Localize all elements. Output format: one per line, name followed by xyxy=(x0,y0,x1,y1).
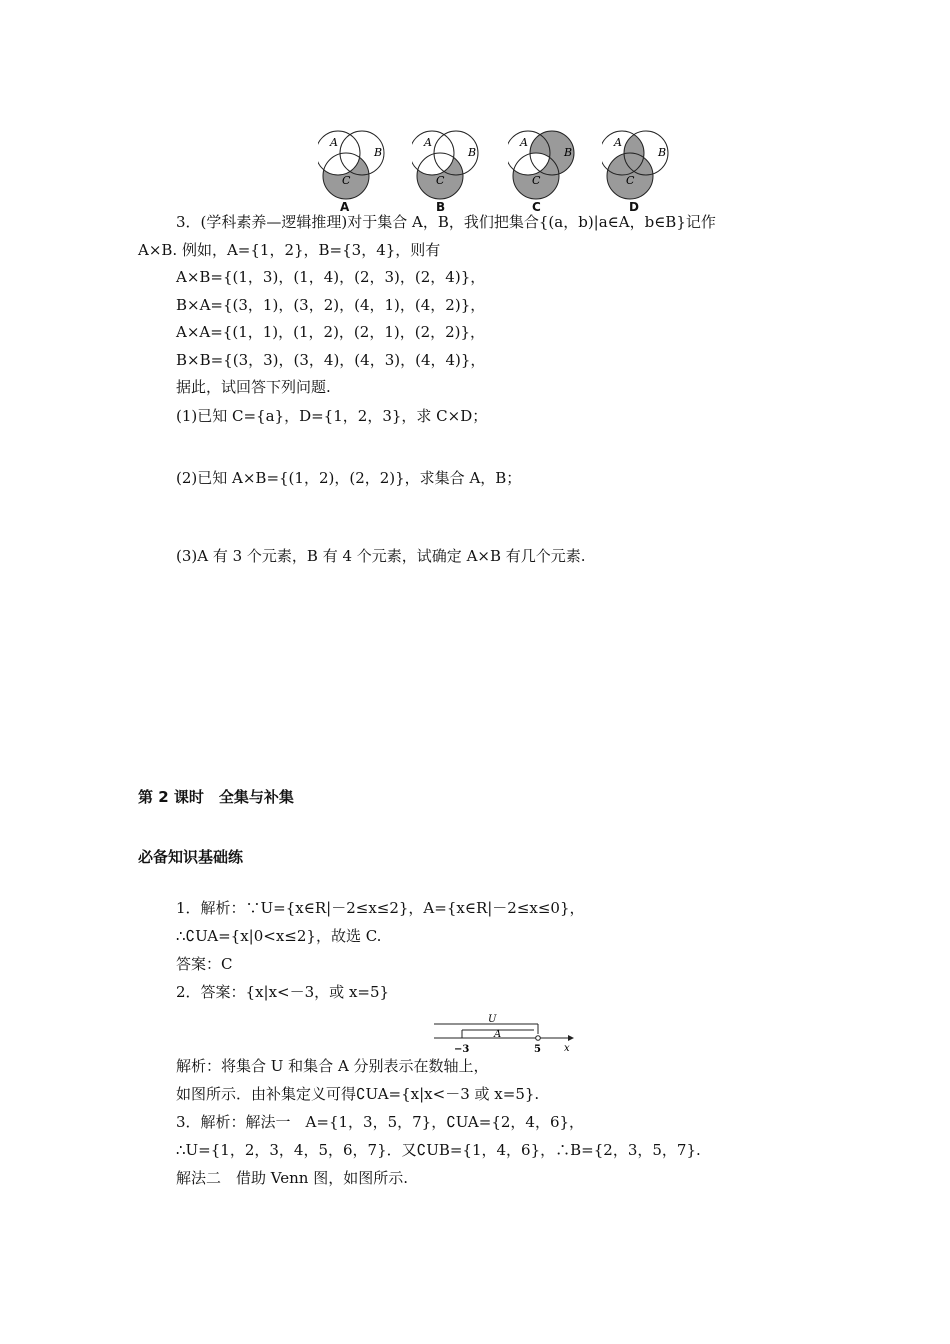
venn-option-c xyxy=(508,126,588,216)
number-line-svg xyxy=(434,1010,574,1056)
venn-option-b xyxy=(412,126,492,216)
option-label-a: A xyxy=(340,200,350,214)
venn-d-label-b: B xyxy=(658,146,667,159)
number-line-label-u: U xyxy=(488,1014,497,1025)
venn-b-label-a: A xyxy=(424,136,432,149)
answer3-line2: ∴U={1，2，3，4，5，6，7}．又∁UB={1，4，6}，∴B={2，3，5，7}. xyxy=(176,1141,701,1159)
venn-c-label-b: B xyxy=(564,146,573,159)
venn-d-label-a: A xyxy=(614,136,622,149)
venn-d-label-c: C xyxy=(626,174,635,187)
number-line-axis-label: x xyxy=(564,1043,570,1054)
number-line-tick-minus3: −3 xyxy=(454,1044,470,1055)
venn-diagram-d xyxy=(602,126,682,216)
answer2-line1: 2．答案：{x|x<－3，或 x=5} xyxy=(176,983,390,1001)
venn-b-label-c: C xyxy=(436,174,445,187)
venn-diagram-b xyxy=(412,126,492,216)
problem3-part3: (3)A 有 3 个元素，B 有 4 个元素，试确定 A×B 有几个元素. xyxy=(176,547,586,565)
number-line-figure xyxy=(434,1010,574,1056)
venn-a-label-b: B xyxy=(374,146,383,159)
problem3-line3: A×B={(1，3)，(1，4)，(2，3)，(2，4)}， xyxy=(176,268,486,286)
option-label-c: C xyxy=(532,200,541,214)
venn-diagram-options xyxy=(318,126,678,216)
answer2-line2: 解析：将集合 U 和集合 A 分别表示在数轴上， xyxy=(176,1057,489,1075)
answer1-line2: ∴∁UA={x|0<x≤2}，故选 C. xyxy=(176,927,382,945)
answer3-line1: 3．解析：解法一 A={1，3，5，7}，∁UA={2，4，6}， xyxy=(176,1113,585,1131)
option-label-d: D xyxy=(629,200,639,214)
answer1-line1: 1．解析：∵U={x∈R|－2≤x≤2}，A={x∈R|－2≤x≤0}， xyxy=(176,899,585,917)
venn-a-label-a: A xyxy=(330,136,338,149)
problem3-part2: (2)已知 A×B={(1，2)，(2，2)}，求集合 A，B； xyxy=(176,469,522,487)
problem3-line6: B×B={(3，3)，(3，4)，(4，3)，(4，4)}， xyxy=(176,351,486,369)
venn-a-label-c: C xyxy=(342,174,351,187)
answer3-line3: 解法二 借助 Venn 图，如图所示. xyxy=(176,1169,408,1187)
number-line-tick-5: 5 xyxy=(534,1044,541,1055)
problem3-line2: A×B. 例如，A={1，2}，B={3，4}，则有 xyxy=(138,241,441,259)
problem3-line1: 3．(学科素养—逻辑推理)对于集合 A，B，我们把集合{(a，b)|a∈A，b∈B}记作 xyxy=(176,213,716,231)
answer2-line3: 如图所示．由补集定义可得∁UA={x|x<－3 或 x=5}. xyxy=(176,1085,540,1103)
venn-c-label-a: A xyxy=(520,136,528,149)
answer1-line3: 答案：C xyxy=(176,955,233,973)
option-label-b: B xyxy=(436,200,446,214)
problem3-part1: (1)已知 C={a}，D={1，2，3}，求 C×D； xyxy=(176,407,488,425)
problem3-line7: 据此，试回答下列问题. xyxy=(176,378,331,396)
problem3-line4: B×A={(3，1)，(3，2)，(4，1)，(4，2)}， xyxy=(176,296,486,314)
venn-c-label-c: C xyxy=(532,174,541,187)
section-title: 必备知识基础练 xyxy=(138,848,244,866)
venn-diagram-a xyxy=(318,126,398,216)
lesson-title: 第 2 课时 全集与补集 xyxy=(138,788,294,806)
venn-option-a xyxy=(318,126,398,216)
venn-option-d xyxy=(602,126,682,216)
venn-diagram-c xyxy=(508,126,588,216)
number-line-label-a: A xyxy=(494,1029,502,1040)
problem3-line5: A×A={(1，1)，(1，2)，(2，1)，(2，2)}， xyxy=(176,323,486,341)
venn-b-label-b: B xyxy=(468,146,477,159)
